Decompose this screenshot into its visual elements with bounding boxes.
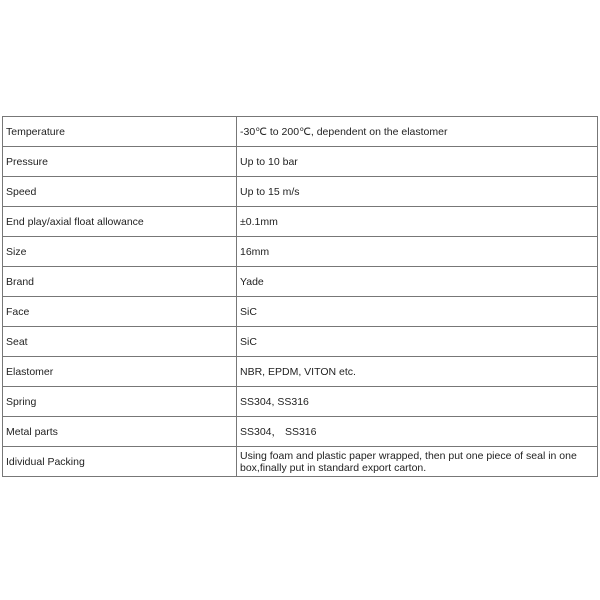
table-row — [3, 387, 598, 417]
table-row — [3, 117, 598, 147]
spec-label: Brand — [3, 267, 237, 297]
table-row — [3, 447, 598, 477]
spec-label: Spring — [3, 387, 237, 417]
spec-value: -30℃ to 200℃, dependent on the elastomer — [237, 117, 598, 147]
table-row — [3, 237, 598, 267]
spec-value: SiC — [237, 297, 598, 327]
spec-label: End play/axial float allowance — [3, 207, 237, 237]
spec-label: Elastomer — [3, 357, 237, 387]
spec-value: Up to 10 bar — [237, 147, 598, 177]
spec-value: SS304， SS316 — [237, 417, 598, 447]
spec-label: Speed — [3, 177, 237, 207]
table-row — [3, 327, 598, 357]
spec-label: Idividual Packing — [3, 447, 237, 477]
spec-value: Using foam and plastic paper wrapped, then put one piece of seal in one box,finally put in standard export carton. — [237, 447, 598, 477]
table-row — [3, 297, 598, 327]
spec-label: Size — [3, 237, 237, 267]
spec-value: ±0.1mm — [237, 207, 598, 237]
spec-value: SS304, SS316 — [237, 387, 598, 417]
table-row — [3, 177, 598, 207]
spec-label: Pressure — [3, 147, 237, 177]
table-row — [3, 147, 598, 177]
spec-table — [2, 116, 598, 477]
spec-label: Seat — [3, 327, 237, 357]
spec-label: Metal parts — [3, 417, 237, 447]
spec-label: Face — [3, 297, 237, 327]
spec-value: Yade — [237, 267, 598, 297]
table-row — [3, 267, 598, 297]
spec-value: NBR, EPDM, VITON etc. — [237, 357, 598, 387]
spec-value: 16mm — [237, 237, 598, 267]
spec-value: SiC — [237, 327, 598, 357]
spec-value: Up to 15 m/s — [237, 177, 598, 207]
table-row — [3, 357, 598, 387]
table-row — [3, 207, 598, 237]
table-row — [3, 417, 598, 447]
spec-label: Temperature — [3, 117, 237, 147]
